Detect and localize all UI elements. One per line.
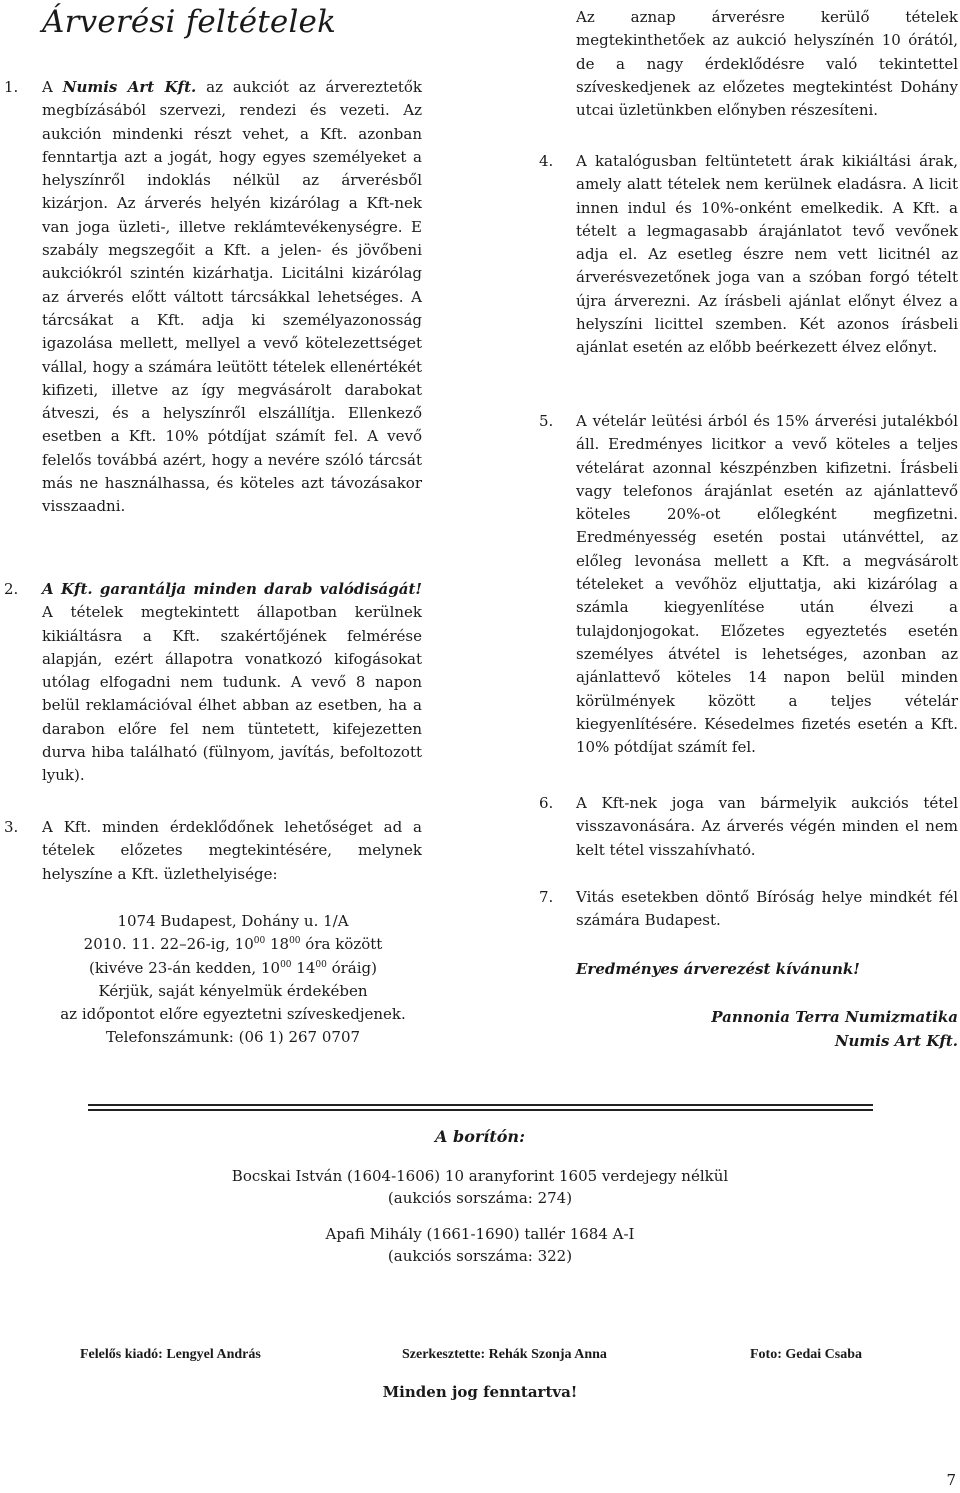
address-line: 1074 Budapest, Dohány u. 1/A: [117, 912, 349, 930]
term-text: Vitás esetekben döntő Bíróság helye mindkét fél számára Budapest.: [576, 888, 958, 930]
editor-credit: Szerkesztette: Rehák Szonja Anna: [402, 1347, 607, 1362]
page-number: 7: [946, 1471, 956, 1489]
cover-coin-2: Apafi Mihály (1661-1690) tallér 1684 A-I: [325, 1225, 635, 1243]
opening-dates: 2010. 11. 22–26-ig, $10^{00}$ $18^{00}$ óra között: [83, 935, 383, 954]
divider-rule-bottom: [88, 1109, 873, 1111]
term-number: 3.: [4, 818, 19, 836]
signature-brand: Numis Art Kft.: [834, 1032, 958, 1050]
publisher-credit: Felelős kiadó: Lengyel András: [80, 1347, 261, 1362]
term-text: A Kft. minden érdeklődőnek lehetőséget ad a tételek előzetes megtekintésére, melynek helyszíne a Kft. üzlethelyisége:: [42, 818, 422, 883]
term-number: 6.: [539, 794, 554, 812]
guarantee-statement: A Kft. garantálja minden darab valódiságát!: [42, 580, 422, 598]
term-text: A katalógusban feltüntetett árak kikiáltási árak, amely alatt tételek nem kerülnek eladásra. A licit innen indul és 10%-onként emelkedik. A Kft. a tételt a legmagasabb árajánlatot tevő vevőnek adja el. Az esetleg észre nem vett licitnél az árverésvezetőnek joga van a szóban forgó tételt újra árverezni. Az írásbeli ajánlat előnyt élvez a helyszíni licittel szemben. Két azonos írásbeli ajánlat esetén az előbb beérkezett élvez előnyt.: [576, 152, 958, 357]
closing-wish: Eredményes árverezést kívánunk!: [576, 960, 860, 978]
term-text: A vételár leütési árból és 15% árverési jutalékból áll. Eredményes licitkor a vevő köteles a teljes vételárat azonnal készpénzben kifizetni. Írásbeli vagy telefonos árajánlat esetén az ajánlattevő köteles 20%-ot előlegként megfizetni. Eredményesség esetén postai utánvéttel, az előleg levonása mellett a Kft. a megvásárolt tételeket a vevőhöz eljuttatja, aki kizárólag a számla kiegyenlítése után élvezi a tulajdonjogokat. Előzetes egyeztetés esetén személyes átvétel is lehetséges, azonban az ajánlattevő köteles 14 napon belül minden körülmények között a teljes vételár kiegyenlítésére. Késedelmes fizetés esetén a Kft. 10% pótdíjat számít fel.: [576, 412, 958, 757]
divider-rule-top: [88, 1104, 873, 1106]
page-title: Árverési feltételek: [42, 4, 337, 40]
photo-credit: Foto: Gedai Csaba: [750, 1347, 862, 1362]
request-line: Kérjük, saját kényelmük érdekében: [98, 981, 368, 1000]
term-number: 7.: [539, 888, 554, 906]
term-number: 5.: [539, 412, 554, 430]
cover-heading: A borítón:: [435, 1127, 525, 1146]
term-3-continued: Az aznap árverésre kerülő tételek megtekinthetőek az aukció helyszínén 10 órától, de a nagy érdeklődésre való tekintettel szíveskedjenek az előzetes megtekintést Dohány utcai üzletünkben előnyben részesíteni.: [576, 8, 958, 120]
signature-company: Pannonia Terra Numizmatika: [711, 1008, 958, 1026]
term-text: A Kft. garantálja minden darab valódiságát! A tételek megtekintett állapotban kerülnek kikiáltásra a Kft. szakértőjének felmérése alapján, ezért állapotra vonatkozó kifogásokat utólag elfogadni nem tudunk. A vevő 8 napon belül reklamációval élhet abban az esetben, ha a darabon előre fel nem tüntetett, kifejezetten durva hiba található (fülnyom, javítás, befoltozott lyuk).: [42, 580, 422, 785]
request-line: az időpontot előre egyeztetni szíveskedjenek.: [60, 1005, 406, 1024]
term-number: 2.: [4, 580, 19, 598]
term-text: A Numis Art Kft. az aukciót az árvereztetők megbízásából szervezi, rendezi és vezeti. Az aukción mindenki részt vehet, a Kft. azonban fenntartja azt a jogát, hogy egyes személyeket a helyszínről indoklás nélkül az árverésből kizárjon. Az árverés helyén kizárólag a Kft-nek van joga üzleti-, illetve reklámtevékenységre. E szabály megszegőit a Kft. a jelen- és jövőbeni aukciókról szintén kizárhatja. Licitálni kizárólag az árverés előtt váltott tárcsákkal lehetséges. A tárcsákat a Kft. adja ki személyazonosság igazolása mellett, mellyel a vevő kötelezettséget vállal, hogy a számára leütött tételek ellenértékét kifizeti, illetve az így megvásárolt darabokat átveszi, és a helyszínről elszállítja. Ellenkező esetben a Kft. 10% pótdíjat számít fel. A vevő felelős továbbá azért, hogy a nevére szóló tárcsát más ne használhassa, és köteles azt távozásakor visszaadni.: [42, 78, 422, 516]
phone-number: Telefonszámunk: (06 1) 267 0707: [105, 1028, 361, 1047]
term-text: A Kft-nek joga van bármelyik aukciós tétel visszavonására. Az árverés végén minden el nem kelt tétel visszahívható.: [576, 794, 958, 859]
opening-exception: (kivéve 23-án kedden, $10^{00}$ $14^{00}$ óráig): [88, 958, 377, 977]
cover-coin-2-lot: (aukciós sorszáma: 322): [387, 1247, 573, 1265]
cover-coin-1: Bocskai István (1604-1606) 10 aranyforint 1605 verdejegy nélkül: [231, 1167, 729, 1185]
term-number: 4.: [539, 152, 554, 170]
cover-coin-1-lot: (aukciós sorszáma: 274): [387, 1189, 573, 1207]
term-number: 1.: [4, 78, 19, 96]
shop-address-block: [38, 910, 428, 1050]
company-brand: Numis Art Kft.: [62, 78, 197, 96]
copyright-notice: Minden jog fenntartva!: [382, 1383, 578, 1401]
